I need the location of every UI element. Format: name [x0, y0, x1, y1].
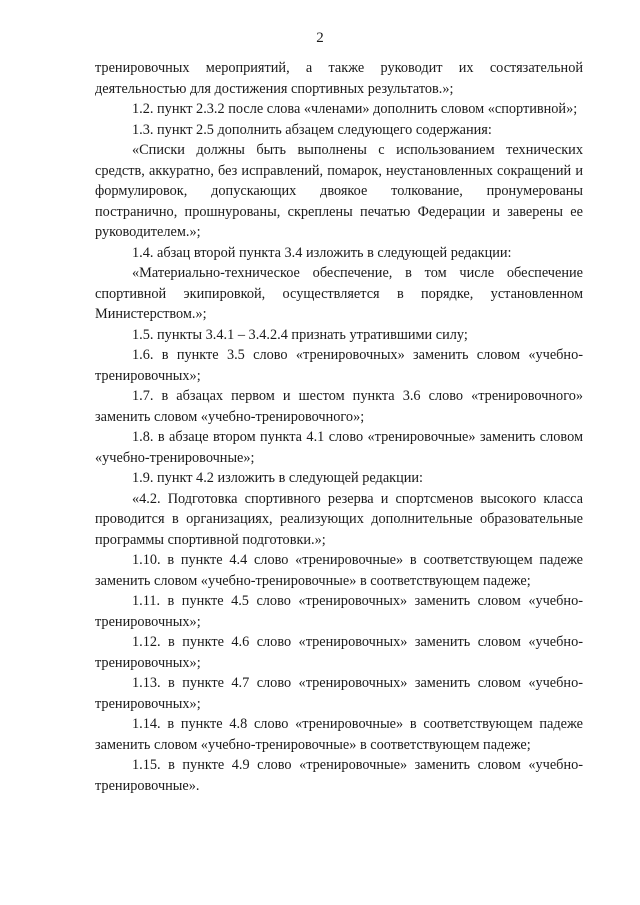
- paragraph: тренировочных мероприятий, а также руководит их состязательной деятельностью для достижения спортивных результатов.»;: [95, 60, 583, 97]
- document-body: [95, 58, 583, 796]
- paragraph: 1.13. в пункте 4.7 слово «тренировочных» заменить словом «учебно-тренировочных»;: [95, 675, 583, 712]
- paragraph: 1.12. в пункте 4.6 слово «тренировочных» заменить словом «учебно-тренировочных»;: [95, 634, 583, 671]
- paragraph: 1.4. абзац второй пункта 3.4 изложить в следующей редакции:: [132, 244, 512, 261]
- paragraph: «4.2. Подготовка спортивного резерва и спортсменов высокого класса проводится в организациях, реализующих дополнительные образовательные программы спортивной подготовки.»;: [95, 490, 583, 548]
- paragraph: «Списки должны быть выполнены с использованием технических средств, аккуратно, без исправлений, помарок, неустановленных сокращений и формулировок, допускающих двоякое толкование, пронумерованы постранично, прошнурованы, скреплены печатью Федерации и заверены ее руководителем.»;: [95, 142, 583, 240]
- paragraph: 1.6. в пункте 3.5 слово «тренировочных» заменить словом «учебно-тренировочных»;: [95, 347, 583, 384]
- paragraph: «Материально-техническое обеспечение, в том числе обеспечение спортивной экипировкой, осуществляется в порядке, установленном Министерством.»;: [95, 265, 583, 322]
- page-number: 2: [316, 30, 324, 46]
- paragraph: 1.10. в пункте 4.4 слово «тренировочные» в соответствующем падеже заменить словом «учебно-тренировочные» в соответствующем падеже;: [95, 552, 583, 589]
- paragraph: 1.15. в пункте 4.9 слово «тренировочные» заменить словом «учебно-тренировочные».: [95, 757, 583, 794]
- paragraph: 1.2. пункт 2.3.2 после слова «членами» дополнить словом «спортивной»;: [132, 101, 578, 117]
- paragraph: 1.7. в абзацах первом и шестом пункта 3.6 слово «тренировочного» заменить словом «учебно-тренировочного»;: [95, 388, 583, 425]
- paragraph: 1.3. пункт 2.5 дополнить абзацем следующего содержания:: [132, 121, 492, 138]
- paragraph: 1.9. пункт 4.2 изложить в следующей редакции:: [132, 470, 424, 486]
- paragraph: 1.11. в пункте 4.5 слово «тренировочных» заменить словом «учебно-тренировочных»;: [95, 593, 583, 630]
- paragraph: 1.8. в абзаце втором пункта 4.1 слово «тренировочные» заменить словом «учебно-тренировочные»;: [95, 429, 583, 466]
- paragraph: 1.5. пункты 3.4.1 – 3.4.2.4 признать утратившими силу;: [132, 326, 468, 343]
- paragraph: 1.14. в пункте 4.8 слово «тренировочные» в соответствующем падеже заменить словом «учебно-тренировочные» в соответствующем падеже;: [95, 716, 583, 753]
